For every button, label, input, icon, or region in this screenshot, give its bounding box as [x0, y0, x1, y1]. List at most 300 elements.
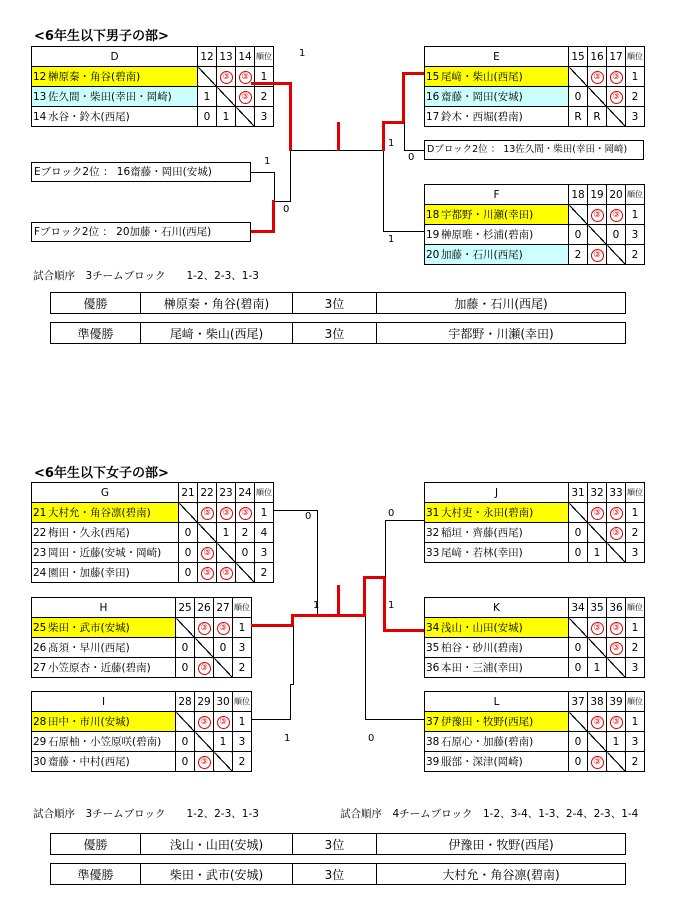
bracket-line-h-final [291, 614, 339, 617]
circled-score: ③ [239, 507, 252, 520]
game-number-header: 36 [607, 598, 626, 618]
diagonal-cell [588, 732, 607, 752]
team-number: 20 [426, 249, 440, 261]
team-number: 14 [33, 111, 47, 123]
game-number-header: 26 [195, 598, 214, 618]
score-cell: R [588, 107, 607, 127]
block-f-table [424, 184, 645, 265]
result-team: 加藤・石川(西尾) [377, 293, 626, 314]
bracket-line-final-right [339, 150, 384, 151]
rank-header: 順位 [626, 47, 645, 67]
score-cell [236, 503, 255, 523]
score-cell [607, 618, 626, 638]
rank-cell: 3 [255, 543, 274, 563]
score-i: 1 [284, 733, 291, 744]
team-name: 尾﨑・柴山(西尾) [441, 71, 523, 83]
circled-score: ③ [591, 622, 604, 635]
bracket-line-d-vertical [289, 82, 292, 151]
team-name: 加藤・石川(西尾) [441, 249, 523, 261]
score-cell [588, 712, 607, 732]
team-number: 19 [426, 229, 440, 241]
score-cell: 1 [588, 658, 607, 678]
diagonal-cell [176, 618, 195, 638]
bracket-line-i-v [293, 626, 294, 684]
team-number: 28 [33, 716, 47, 728]
bracket-line-final-mark [337, 122, 340, 151]
diagonal-cell [195, 638, 214, 658]
diagonal-cell [569, 618, 588, 638]
diagonal-cell [217, 87, 236, 107]
result-label: 3位 [293, 864, 377, 885]
block-name: I [32, 692, 176, 712]
team-row [32, 523, 274, 543]
score-e-upper: 1 [388, 138, 395, 149]
bracket-line-k-up [363, 576, 366, 617]
team-row [425, 225, 645, 245]
rank-cell: 2 [626, 87, 645, 107]
rank-cell: 1 [255, 503, 274, 523]
rank-cell: 1 [626, 712, 645, 732]
team-number: 30 [33, 756, 47, 768]
circled-score: ③ [217, 622, 230, 635]
game-number-header: 37 [569, 692, 588, 712]
score-cell: 0 [569, 87, 588, 107]
team-name-cell [425, 107, 569, 127]
score-cell: 1 [214, 732, 233, 752]
team-number: 33 [426, 547, 440, 559]
team-row [425, 245, 645, 265]
circled-score: ③ [591, 209, 604, 222]
team-number: 29 [33, 736, 47, 748]
team-name: 髙須・早川(西尾) [48, 642, 130, 654]
diagonal-cell [176, 712, 195, 732]
game-number-header: 29 [195, 692, 214, 712]
score-cell [195, 618, 214, 638]
bracket-line-f-v [383, 151, 384, 231]
result-team: 柴田・武市(安城) [141, 864, 293, 885]
bracket-line-final-g [337, 614, 365, 617]
team-name-cell [425, 618, 569, 638]
circled-score: ③ [610, 642, 623, 655]
boys-section-title: <6年生以下男子の部> [34, 29, 169, 44]
rank-cell: 3 [233, 732, 252, 752]
team-name: 石原心・加藤(碧南) [441, 736, 534, 748]
circled-score: ③ [198, 662, 211, 675]
team-number: 32 [426, 527, 440, 539]
team-name-cell [32, 752, 176, 772]
team-row [32, 67, 274, 87]
block-j-table [424, 482, 645, 563]
score-cell [214, 712, 233, 732]
score-cell: 0 [176, 638, 195, 658]
team-number: 13 [33, 91, 47, 103]
score-cell: 0 [179, 543, 198, 563]
circled-score: ③ [220, 71, 233, 84]
rank-cell: 3 [626, 107, 645, 127]
score-cell [588, 245, 607, 265]
team-row [32, 712, 252, 732]
game-number-header: 25 [176, 598, 195, 618]
team-name: 尾﨑・若林(幸田) [441, 547, 523, 559]
score-cell [217, 563, 236, 583]
circled-score: ③ [220, 507, 233, 520]
rank-cell: 1 [626, 205, 645, 225]
rank-cell: 3 [626, 225, 645, 245]
circled-score: ③ [201, 567, 214, 580]
circled-score: ③ [198, 622, 211, 635]
score-cell [195, 752, 214, 772]
team-number: 31 [426, 507, 440, 519]
rank-cell: 3 [626, 658, 645, 678]
circled-score: ③ [591, 716, 604, 729]
block-e-table [424, 46, 645, 127]
team-name-cell [425, 523, 569, 543]
rank-cell: 2 [255, 563, 274, 583]
game-number-header: 15 [569, 47, 588, 67]
team-name: 佐久間・柴田(幸田・岡崎) [48, 91, 172, 103]
game-number-header: 13 [217, 47, 236, 67]
team-row [425, 658, 645, 678]
bracket-line-e2 [251, 172, 275, 173]
rank-cell: 2 [233, 658, 252, 678]
team-number: 26 [33, 642, 47, 654]
team-name-cell [32, 563, 179, 583]
team-name: 榊原秦・角谷(碧南) [48, 71, 141, 83]
diagonal-cell [607, 543, 626, 563]
boys-result-row-1 [50, 292, 626, 314]
diagonal-cell [179, 503, 198, 523]
team-name: 園田・加藤(幸田) [48, 567, 130, 579]
result-label: 準優勝 [51, 323, 141, 344]
d-block-second-label: Dブロック2位 ： 13佐久間・柴田(幸田・岡崎) [424, 140, 644, 160]
rank-cell: 3 [233, 638, 252, 658]
result-team: 伊豫田・牧野(西尾) [377, 834, 626, 855]
diagonal-cell [569, 205, 588, 225]
bracket-line-ef2-v [290, 151, 291, 202]
block-name: L [425, 692, 569, 712]
score-d2-zero: 0 [408, 152, 415, 163]
bracket-line-e-h [382, 121, 404, 124]
game-number-header: 22 [198, 483, 217, 503]
rank-cell: 1 [255, 67, 274, 87]
game-number-header: 34 [569, 598, 588, 618]
block-name: F [425, 185, 569, 205]
team-name: 梅田・久永(西尾) [48, 527, 130, 539]
circled-score: ③ [220, 567, 233, 580]
team-row [32, 732, 252, 752]
diagonal-cell [569, 503, 588, 523]
circled-score: ③ [201, 507, 214, 520]
rank-cell: 1 [233, 618, 252, 638]
block-name: J [425, 483, 569, 503]
team-row [425, 523, 645, 543]
rank-header: 順位 [255, 483, 274, 503]
game-number-header: 20 [607, 185, 626, 205]
bracket-line-d [251, 82, 291, 85]
team-name: 宇都野・川瀬(幸田) [441, 209, 534, 221]
team-name: 小笠原杏・近藤(碧南) [48, 662, 151, 674]
score-cell [214, 618, 233, 638]
bracket-line-j [385, 520, 424, 521]
diagonal-cell [588, 225, 607, 245]
team-name-cell [425, 205, 569, 225]
score-cell [607, 87, 626, 107]
team-name-cell [425, 225, 569, 245]
game-number-header: 35 [588, 598, 607, 618]
diagonal-cell [588, 87, 607, 107]
score-cell [588, 205, 607, 225]
diagonal-cell [607, 245, 626, 265]
girls-result-row-2 [50, 863, 626, 885]
team-number: 25 [33, 622, 47, 634]
bracket-line-f2 [251, 230, 275, 233]
team-number: 15 [426, 71, 440, 83]
team-name: 伊豫田・牧野(西尾) [441, 716, 534, 728]
block-name: E [425, 47, 569, 67]
result-team: 浅山・山田(安城) [141, 834, 293, 855]
bracket-line-i-h2 [290, 684, 294, 685]
circled-score: ③ [610, 91, 623, 104]
diagonal-cell [236, 563, 255, 583]
score-cell: 2 [569, 245, 588, 265]
rank-header: 順位 [233, 692, 252, 712]
rank-cell: 1 [626, 67, 645, 87]
result-team: 榊原秦・角谷(碧南) [141, 293, 293, 314]
bracket-line-i [251, 719, 291, 720]
score-cell: 1 [588, 543, 607, 563]
score-cell: 0 [179, 523, 198, 543]
team-row [425, 732, 645, 752]
boys-match-order: 試合順序 3チームブロック 1-2、2-3、1-3 [33, 270, 259, 282]
bracket-line-d2-h [404, 150, 424, 151]
rank-cell: 4 [255, 523, 274, 543]
circled-score: ③ [610, 527, 623, 540]
score-l: 0 [368, 733, 375, 744]
team-name-cell [425, 67, 569, 87]
game-number-header: 31 [569, 483, 588, 503]
team-name: 大村允・角谷凛(碧南) [48, 507, 151, 519]
rank-cell: 2 [626, 638, 645, 658]
rank-cell: 2 [626, 523, 645, 543]
rank-header: 順位 [255, 47, 274, 67]
result-label: 3位 [293, 323, 377, 344]
team-number: 36 [426, 662, 440, 674]
score-h: 1 [313, 600, 320, 611]
bracket-line-j-v [385, 520, 386, 577]
score-cell: 2 [236, 523, 255, 543]
result-team: 宇都野・川瀬(幸田) [377, 323, 626, 344]
team-row [32, 87, 274, 107]
score-cell [195, 712, 214, 732]
diagonal-cell [214, 658, 233, 678]
rank-cell: 2 [255, 87, 274, 107]
diagonal-cell [198, 523, 217, 543]
rank-header: 順位 [626, 483, 645, 503]
score-cell: 0 [569, 543, 588, 563]
score-cell: R [569, 107, 588, 127]
team-row [32, 638, 252, 658]
bracket-line-e-to-final [382, 122, 385, 151]
team-name-cell [425, 712, 569, 732]
team-name: 水谷・鈴木(西尾) [48, 111, 130, 123]
rank-header: 順位 [626, 185, 645, 205]
game-number-header: 38 [588, 692, 607, 712]
rank-cell: 3 [626, 543, 645, 563]
score-cell [607, 638, 626, 658]
bracket-line-e-top [402, 72, 424, 75]
block-i-table [31, 691, 252, 772]
diagonal-cell [236, 107, 255, 127]
game-number-header: 21 [179, 483, 198, 503]
bracket-line-final-mark-g [337, 585, 340, 617]
block-name: D [32, 47, 198, 67]
block-name: G [32, 483, 179, 503]
diagonal-cell [607, 658, 626, 678]
diagonal-cell [569, 67, 588, 87]
circled-score: ③ [610, 507, 623, 520]
score-cell: 0 [176, 658, 195, 678]
bracket-line-k-top [363, 576, 385, 579]
circled-score: ③ [198, 716, 211, 729]
score-cell [607, 205, 626, 225]
diagonal-cell [607, 107, 626, 127]
team-row [32, 658, 252, 678]
team-row [425, 543, 645, 563]
team-number: 22 [33, 527, 47, 539]
circled-score: ③ [591, 507, 604, 520]
team-name: 鈴木・西堀(碧南) [441, 111, 523, 123]
score-cell: 1 [607, 732, 626, 752]
bracket-line-f2-v [272, 200, 275, 232]
score-cell [217, 503, 236, 523]
team-name: 齋藤・中村(西尾) [48, 756, 130, 768]
team-name-cell [425, 87, 569, 107]
team-name: 田中・市川(安城) [48, 716, 130, 728]
bracket-line-f-h [383, 231, 424, 232]
rank-cell: 2 [626, 245, 645, 265]
score-cell [198, 543, 217, 563]
team-name: 石原柚・小笠原咲(碧南) [48, 736, 162, 748]
team-number: 21 [33, 507, 47, 519]
team-row [32, 752, 252, 772]
rank-header: 順位 [233, 598, 252, 618]
score-cell: 1 [217, 107, 236, 127]
game-number-header: 28 [176, 692, 195, 712]
team-name: 岡田・近藤(安城・岡崎) [48, 547, 162, 559]
circled-score: ③ [610, 716, 623, 729]
circled-score: ③ [610, 622, 623, 635]
block-k-table [424, 597, 645, 678]
team-number: 24 [33, 567, 47, 579]
score-cell: 0 [236, 543, 255, 563]
team-name: 齋藤・岡田(安城) [441, 91, 523, 103]
game-number-header: 17 [607, 47, 626, 67]
result-label: 準優勝 [51, 864, 141, 885]
score-cell: 0 [569, 638, 588, 658]
team-name-cell [32, 87, 198, 107]
team-name-cell [32, 503, 179, 523]
diagonal-cell [588, 523, 607, 543]
score-cell [236, 87, 255, 107]
score-cell: 0 [607, 225, 626, 245]
bracket-line-ef2-h [274, 201, 291, 202]
circled-score: ③ [217, 716, 230, 729]
diagonal-cell [198, 67, 217, 87]
score-cell [607, 503, 626, 523]
block-d-table [31, 46, 274, 127]
team-name: 本田・三浦(幸田) [441, 662, 523, 674]
circled-score: ③ [591, 71, 604, 84]
score-cell [588, 618, 607, 638]
team-name: 稲垣・齊藤(西尾) [441, 527, 523, 539]
score-cell [607, 712, 626, 732]
score-cell [607, 523, 626, 543]
game-number-header: 23 [217, 483, 236, 503]
rank-cell: 1 [626, 618, 645, 638]
score-f2: 0 [283, 204, 290, 215]
score-cell: 0 [176, 752, 195, 772]
score-cell [588, 503, 607, 523]
team-row [425, 67, 645, 87]
rank-cell: 1 [233, 712, 252, 732]
rank-cell: 3 [626, 732, 645, 752]
team-row [425, 712, 645, 732]
diagonal-cell [214, 752, 233, 772]
team-name-cell [32, 732, 176, 752]
game-number-header: 27 [214, 598, 233, 618]
team-row [425, 503, 645, 523]
result-label: 3位 [293, 834, 377, 855]
girls-match-order-3team: 試合順序 3チームブロック 1-2、2-3、1-3 [33, 808, 259, 820]
score-cell: 0 [569, 732, 588, 752]
team-number: 38 [426, 736, 440, 748]
team-row [425, 618, 645, 638]
team-name: 浅山・山田(安城) [441, 622, 523, 634]
team-row [425, 87, 645, 107]
team-name-cell [32, 543, 179, 563]
result-label: 優勝 [51, 293, 141, 314]
result-team: 尾﨑・柴山(西尾) [141, 323, 293, 344]
rank-header: 順位 [626, 598, 645, 618]
team-number: 34 [426, 622, 440, 634]
team-number: 37 [426, 716, 440, 728]
team-row [425, 638, 645, 658]
game-number-header: 18 [569, 185, 588, 205]
score-cell [198, 563, 217, 583]
circled-score: ③ [610, 71, 623, 84]
score-cell [607, 67, 626, 87]
team-name-cell [425, 503, 569, 523]
team-row [32, 563, 274, 583]
team-number: 18 [426, 209, 440, 221]
circled-score: ③ [239, 71, 252, 84]
diagonal-cell [588, 638, 607, 658]
score-cell [588, 752, 607, 772]
result-label: 優勝 [51, 834, 141, 855]
score-cell [217, 67, 236, 87]
team-number: 17 [426, 111, 440, 123]
boys-result-row-2 [50, 322, 626, 344]
team-number: 12 [33, 71, 47, 83]
team-name-cell [425, 658, 569, 678]
team-row [425, 752, 645, 772]
score-g: 0 [305, 511, 312, 522]
bracket-line-i-v2 [290, 684, 291, 720]
circled-score: ③ [198, 756, 211, 769]
rank-cell: 2 [626, 752, 645, 772]
team-name-cell [32, 712, 176, 732]
score-cell: 0 [569, 523, 588, 543]
